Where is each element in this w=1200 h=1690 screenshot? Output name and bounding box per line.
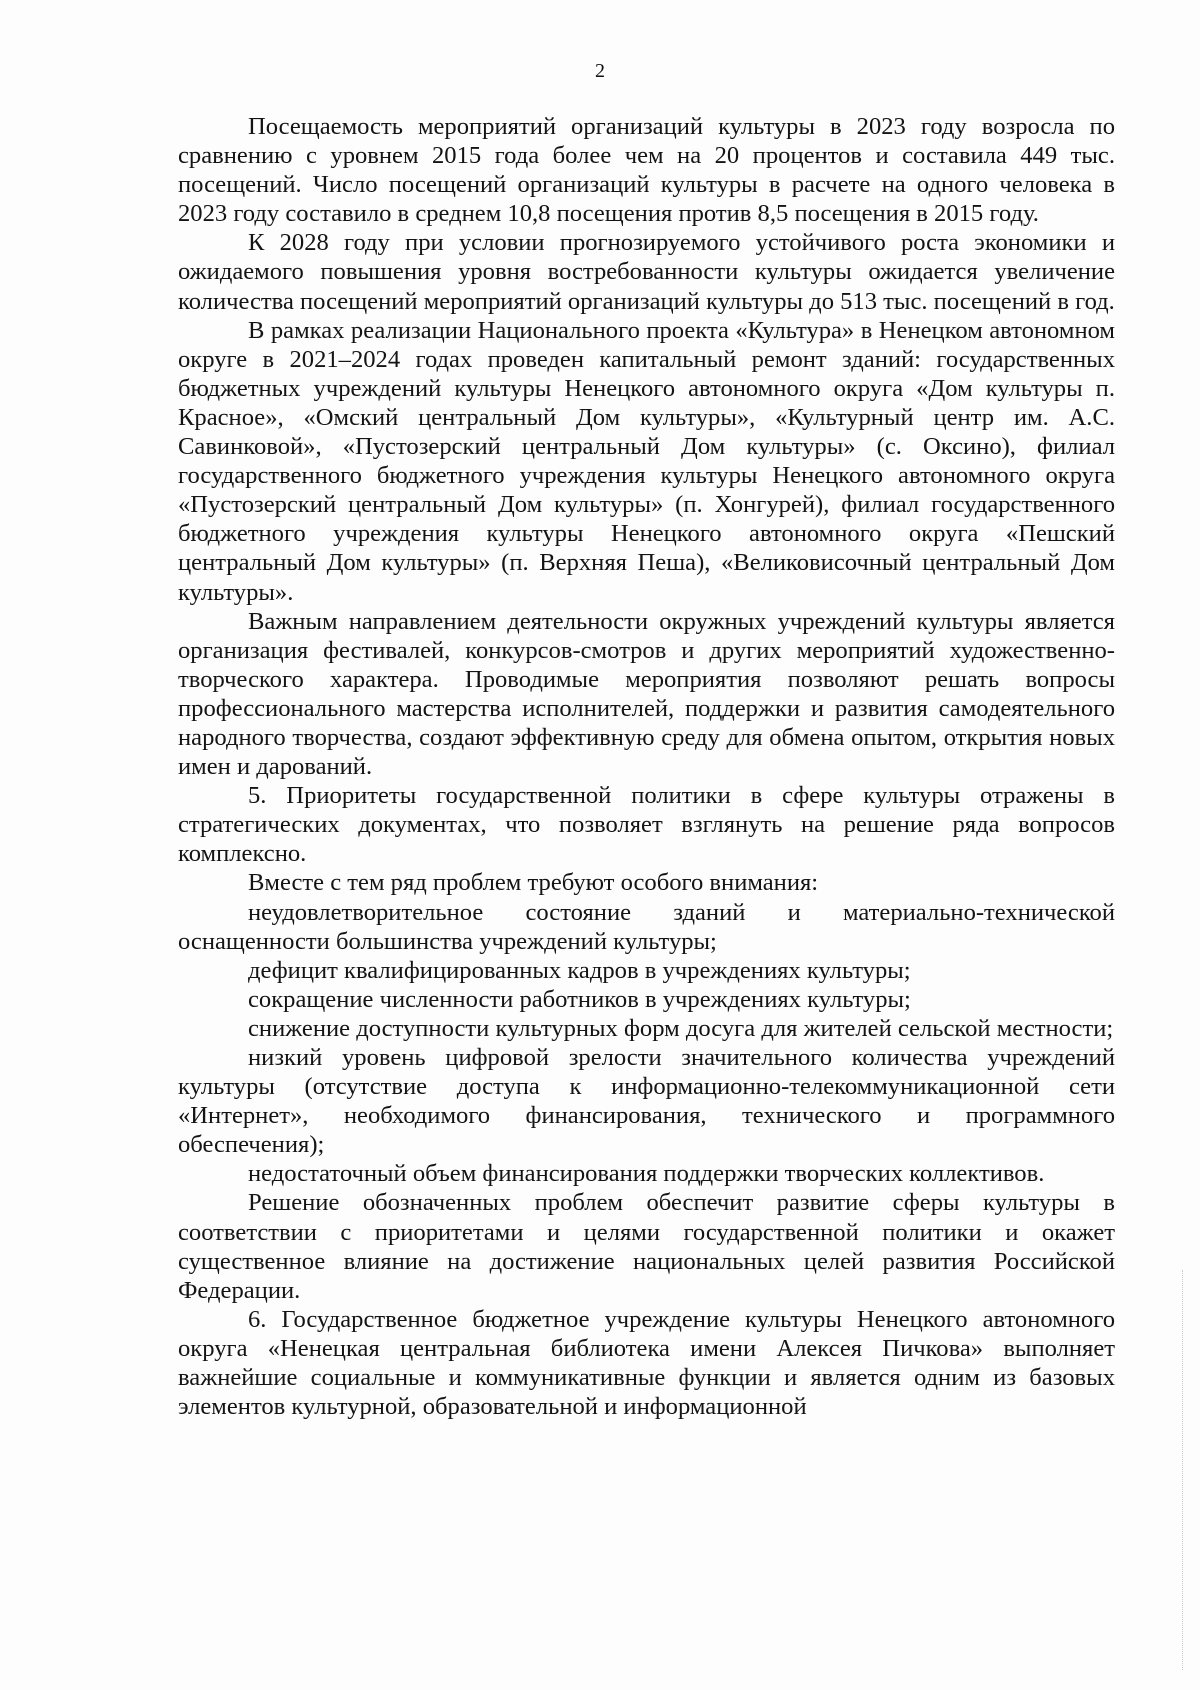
paragraph-problems-intro: Вместе с тем ряд проблем требуют особого внимания: [248,869,819,897]
paragraph-solution: Решение обозначенных проблем обеспечит развитие сферы культуры в соответствии с приоритетами и целями государственной политики и окажет существенное влияние на достижение национальных целей развития Российской Федерации. [178,1189,1115,1304]
list-item-digital-maturity: низкий уровень цифровой зрелости значительного количества учреждений культуры (отсутствие доступа к информационно-телекоммуникационной сети «Интернет», необходимого финансирования, технического и программного обеспечения); [178,1044,1115,1159]
paragraph-festivals: Важным направлением деятельности окружных учреждений культуры является организация фестивалей, конкурсов-смотров и других мероприятий художественно-творческого характера. Проводимые мероприятия позволяют решать вопросы профессионального мастерства исполнителей, поддержки и развития самодеятельного народного творчества, создают эффективную среду для обмена опытом, открытия новых имен и дарований. [178,607,1115,781]
paragraph-national-project: В рамках реализации Национального проекта «Культура» в Ненецком автономном округе в 2021–2024 годах проведен капитальный ремонт зданий: государственных бюджетных учреждений культуры Ненецкого автономного округа «Дом культуры п. Красное», «Омский центральный Дом культуры», «Культурный центр им. А.С. Савинковой», «Пустозерский центральный Дом культуры» (с. Оксино), филиал государственного бюджетного учреждения культуры Ненецкого автономного округа «Пустозерский центральный Дом культуры» (п. Хонгурей), филиал государственного бюджетного учреждения культуры Ненецкого автономного округа «Пешский центральный Дом культуры» (п. Верхняя Пеша), «Великовисочный центральный Дом культуры». [178,316,1115,606]
scan-edge-dots [1182,1270,1185,1670]
list-item-staff-deficit: дефицит квалифицированных кадров в учреждениях культуры; [248,956,911,984]
paragraph-library: 6. Государственное бюджетное учреждение культуры Ненецкого автономного округа «Ненецкая центральная библиотека имени Алексея Пичкова» выполняет важнейшие социальные и коммуникативные функции и является одним из базовых элементов культурной, образовательной и информационной [178,1305,1115,1421]
list-item-buildings: неудовлетворительное состояние зданий и материально-технической оснащенности большинства учреждений культуры; [178,898,1115,955]
page-number: 2 [595,60,605,82]
list-item-staff-reduction: сокращение численности работников в учреждениях культуры; [248,985,911,1013]
paragraph-priorities: 5. Приоритеты государственной политики в сфере культуры отражены в стратегических документах, что позволяет взглянуть на решение ряда вопросов комплексно. [178,782,1115,868]
paragraph-attendance: Посещаемость мероприятий организаций культуры в 2023 году возросла по сравнению с уровнем 2015 года более чем на 20 процентов и составила 449 тыс. посещений. Число посещений организаций культуры в расчете на одного человека в 2023 году составило в среднем 10,8 посещения против 8,5 посещения в 2015 году. [178,113,1115,228]
paragraph-forecast-2028: К 2028 году при условии прогнозируемого устойчивого роста экономики и ожидаемого повышения уровня востребованности культуры ожидается увеличение количества посещений мероприятий организаций культуры до 513 тыс. посещений в год. [178,229,1115,315]
list-item-funding: недостаточный объем финансирования поддержки творческих коллективов. [248,1160,1045,1188]
document-body [178,112,1115,1421]
list-item-rural-access: снижение доступности культурных форм досуга для жителей сельской местности; [248,1014,1114,1042]
